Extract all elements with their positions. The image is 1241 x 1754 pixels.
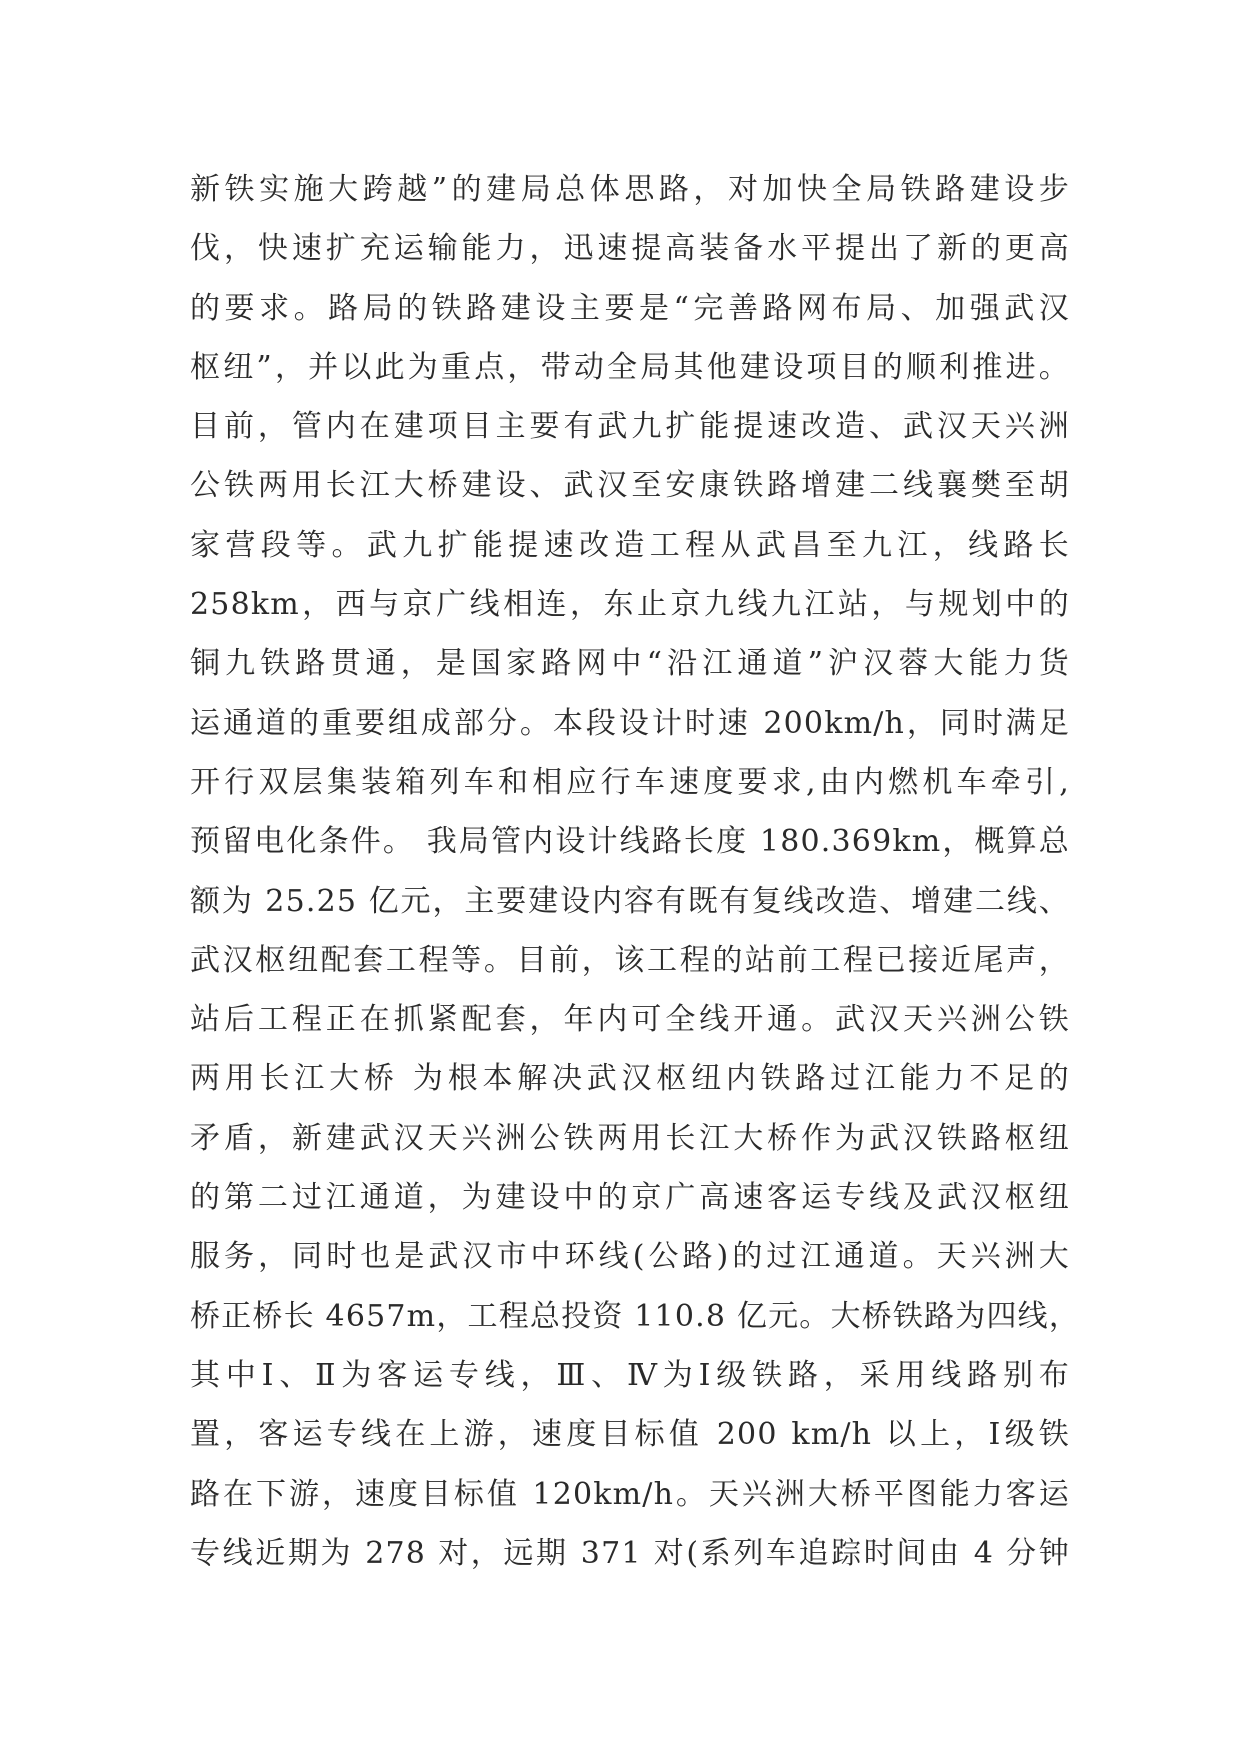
text-line: 其中Ⅰ、Ⅱ为客运专线，Ⅲ、Ⅳ为Ⅰ级铁路，采用线路别布 bbox=[190, 1357, 1070, 1393]
text-line: 的要求。路局的铁路建设主要是“完善路网布局、加强武汉 bbox=[190, 290, 1070, 326]
text-line: 武汉枢纽配套工程等。目前，该工程的站前工程已接近尾声， bbox=[190, 942, 1070, 978]
text-line: 站后工程正在抓紧配套，年内可全线开通。武汉天兴洲公铁 bbox=[190, 1002, 1070, 1038]
text-line: 开行双层集装箱列车和相应行车速度要求,由内燃机车牵引, bbox=[190, 764, 1070, 800]
text-line: 路在下游，速度目标值 120km/h。天兴洲大桥平图能力客运 bbox=[190, 1476, 1070, 1512]
text-line: 目前，管内在建项目主要有武九扩能提速改造、武汉天兴洲 bbox=[190, 409, 1070, 445]
text-line: 桥正桥长 4657m，工程总投资 110.8 亿元。大桥铁路为四线， bbox=[190, 1298, 1081, 1334]
text-line: 伐，快速扩充运输能力，迅速提高装备水平提出了新的更高 bbox=[190, 231, 1070, 267]
text-line: 额为 25.25 亿元，主要建设内容有既有复线改造、增建二线、 bbox=[190, 883, 1070, 919]
text-line: 258km，西与京广线相连，东止京九线九江站，与规划中的 bbox=[190, 587, 1070, 623]
text-line: 家营段等。武九扩能提速改造工程从武昌至九江，线路长 bbox=[190, 527, 1070, 563]
text-line: 专线近期为 278 对，远期 371 对(系列车追踪时间由 4 分钟 bbox=[190, 1535, 1070, 1571]
body-text bbox=[190, 160, 1081, 1583]
text-line: 的第二过江通道，为建设中的京广高速客运专线及武汉枢纽 bbox=[190, 1180, 1070, 1216]
text-line: 矛盾，新建武汉天兴洲公铁两用长江大桥作为武汉铁路枢纽 bbox=[190, 1120, 1070, 1156]
text-line: 两用长江大桥 为根本解决武汉枢纽内铁路过江能力不足的 bbox=[190, 1061, 1070, 1097]
text-line: 运通道的重要组成部分。本段设计时速 200km/h，同时满足 bbox=[190, 705, 1070, 741]
text-line: 预留电化条件。 我局管内设计线路长度 180.369km，概算总 bbox=[190, 824, 1070, 860]
text-line: 枢纽”，并以此为重点，带动全局其他建设项目的顺利推进。 bbox=[190, 349, 1070, 385]
text-line: 置，客运专线在上游，速度目标值 200 km/h 以上，Ⅰ级铁 bbox=[190, 1417, 1070, 1453]
text-line: 公铁两用长江大桥建设、武汉至安康铁路增建二线襄樊至胡 bbox=[190, 468, 1070, 504]
text-line: 新铁实施大跨越”的建局总体思路，对加快全局铁路建设步 bbox=[190, 172, 1070, 207]
text-line: 铜九铁路贯通，是国家路网中“沿江通道”沪汉蓉大能力货 bbox=[190, 646, 1070, 682]
text-line: 服务，同时也是武汉市中环线(公路)的过江通道。天兴洲大 bbox=[190, 1239, 1070, 1275]
